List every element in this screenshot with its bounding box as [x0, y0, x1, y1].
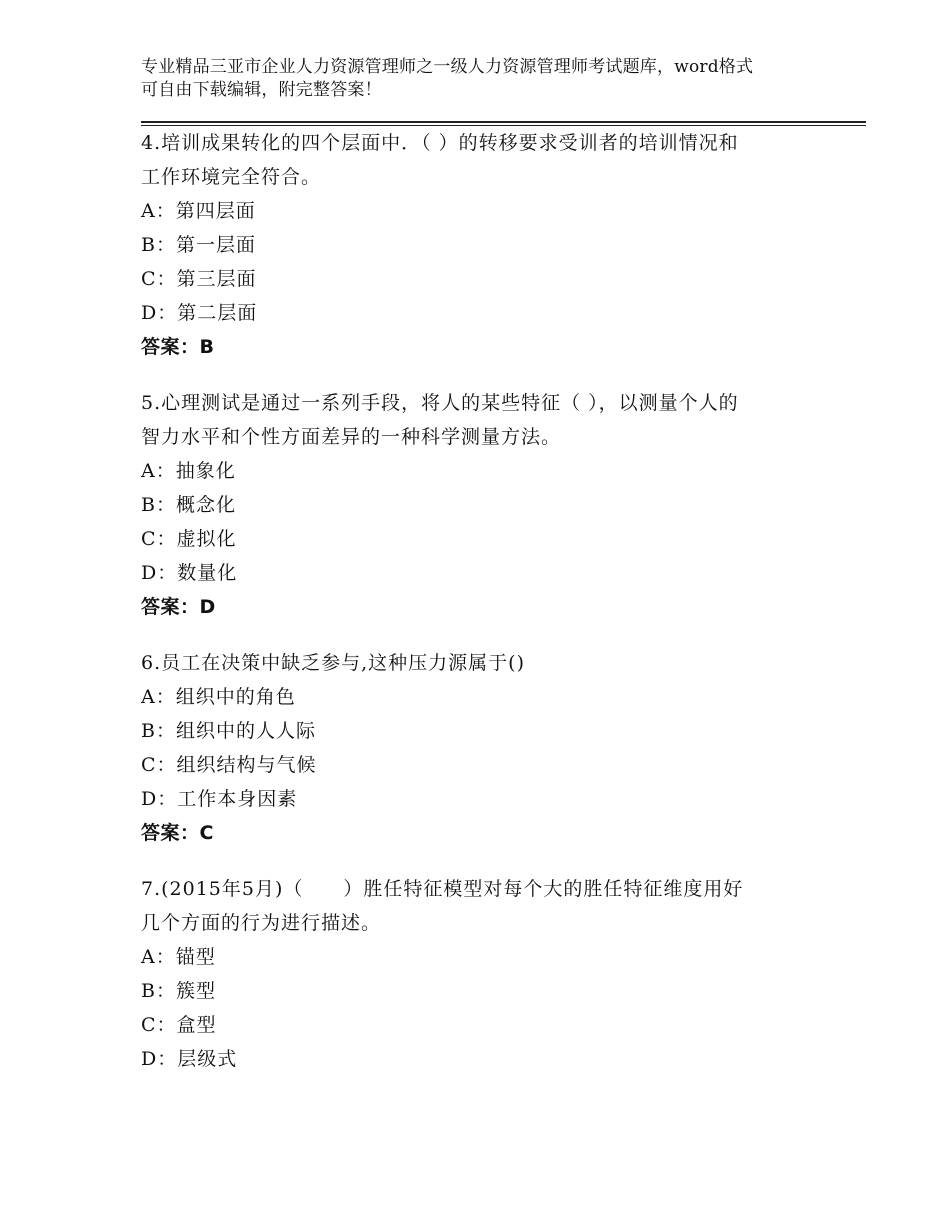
question-stem: [141, 646, 821, 680]
option-d: D：数量化: [141, 562, 238, 584]
question-stem-line: 7.(2015年5月)（ ）胜任特征模型对每个大的胜任特征维度用好: [141, 878, 744, 900]
option-c: C：虚拟化: [141, 528, 237, 550]
question-7: [141, 872, 821, 1076]
question-list: [141, 126, 821, 1098]
header-line-1: 专业精品三亚市企业人力资源管理师之一级人力资源管理师考试题库，word格式: [141, 57, 754, 77]
option-c: C：盒型: [141, 1014, 217, 1036]
question-5: [141, 386, 821, 624]
option-b: B：概念化: [141, 494, 236, 516]
option-d: D：工作本身因素: [141, 788, 298, 810]
option-b: B：第一层面: [141, 234, 256, 256]
question-stem-line: 工作环境完全符合。: [141, 166, 322, 188]
answer: 答案：B: [141, 336, 215, 358]
question-6: [141, 646, 821, 850]
option-a: A：抽象化: [141, 460, 236, 482]
question-stem: [141, 386, 821, 454]
question-stem-line: 5.心理测试是通过一系列手段，将人的某些特征（ ），以测量个人的: [141, 392, 739, 414]
option-d: D：第二层面: [141, 302, 258, 324]
option-a: A：锚型: [141, 946, 216, 968]
question-stem: [141, 126, 821, 194]
option-b: B：组织中的人人际: [141, 720, 316, 742]
option-a: A：组织中的角色: [141, 686, 296, 708]
option-c: C：第三层面: [141, 268, 257, 290]
answer: 答案：D: [141, 596, 216, 618]
option-c: C：组织结构与气候: [141, 754, 317, 776]
option-b: B：簇型: [141, 980, 216, 1002]
question-stem-line: 几个方面的行为进行描述。: [141, 912, 382, 934]
document-header: [141, 56, 821, 102]
answer: 答案：C: [141, 822, 214, 844]
question-stem: [141, 872, 821, 940]
header-rule-thick: [141, 121, 866, 123]
option-d: D：层级式: [141, 1048, 238, 1070]
question-stem-line: 智力水平和个性方面差异的一种科学测量方法。: [141, 426, 562, 448]
question-stem-line: 6.员工在决策中缺乏参与,这种压力源属于(): [141, 652, 525, 674]
option-a: A：第四层面: [141, 200, 256, 222]
question-4: [141, 126, 821, 364]
header-line-2: 可自由下载编辑，附完整答案！: [141, 80, 382, 100]
question-stem-line: 4.培训成果转化的四个层面中．（ ）的转移要求受训者的培训情况和: [141, 132, 739, 154]
